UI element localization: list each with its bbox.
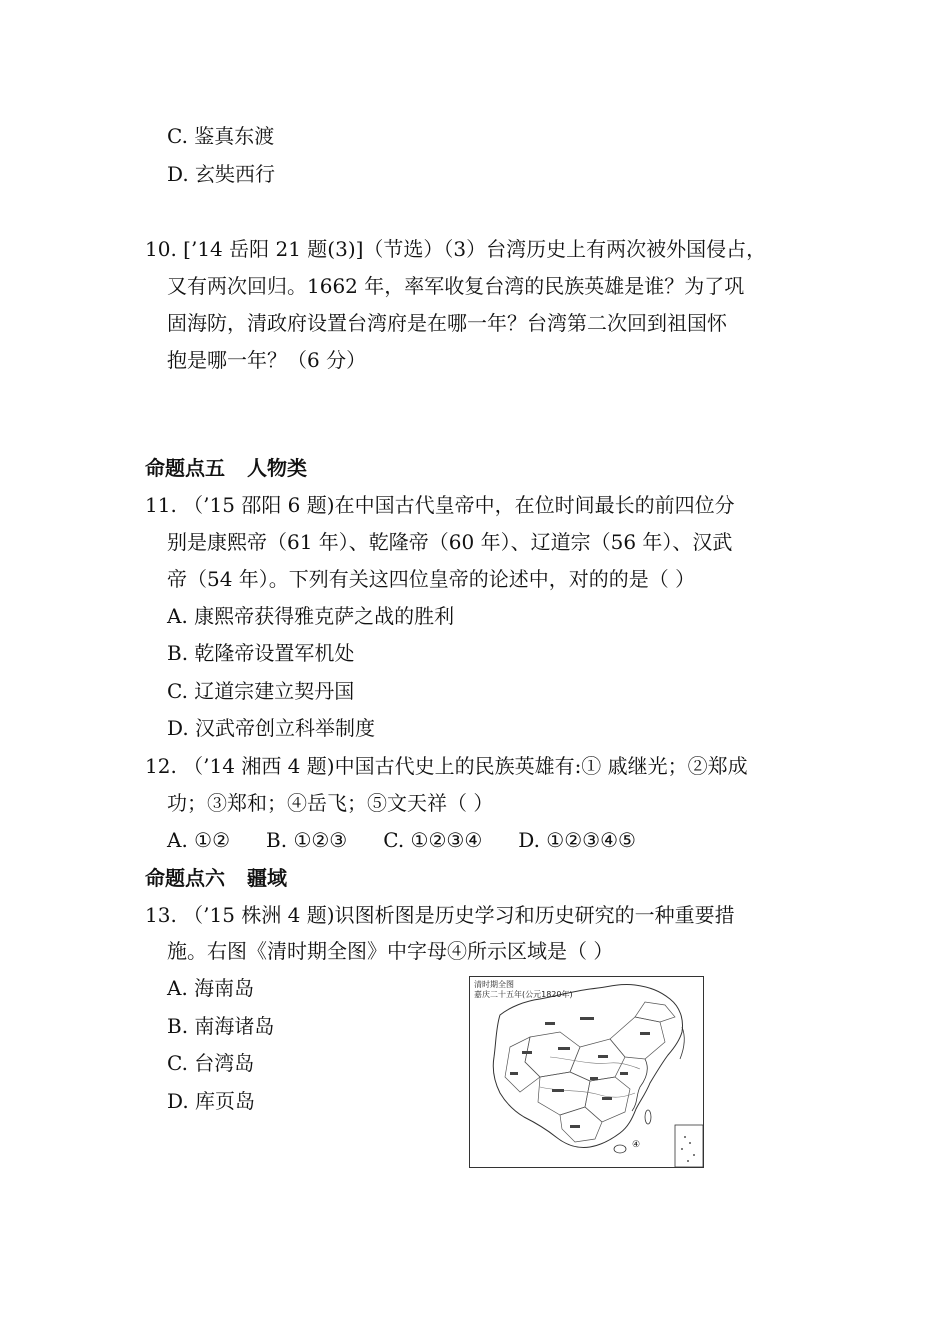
q11-text-line2: 别是康熙帝（61 年）、乾隆帝（60 年）、辽道宗（56 年）、汉武 — [167, 530, 733, 554]
section-title: 人物类 — [247, 456, 307, 480]
section-heading-6 — [145, 868, 287, 888]
map-drawing — [470, 977, 704, 1168]
map-title-line2: 嘉庆二十五年(公元1820年) — [474, 990, 573, 999]
q12-text-line1: 12. （’14 湘西 4 题)中国古代史上的民族英雄有:① 戚继光；②郑成 — [145, 754, 748, 778]
q12-options — [167, 830, 672, 850]
q9-option-c: C. 鉴真东渡 — [167, 124, 275, 148]
section-label: 命题点六 — [145, 866, 225, 890]
q13-option-b: B. 南海诸岛 — [167, 1014, 275, 1038]
q12-option-a: A. ①② — [167, 828, 231, 852]
q11-option-d: D. 汉武帝创立科举制度 — [167, 716, 376, 740]
section-heading-5 — [145, 458, 307, 478]
q11-text-line1: 11. （’15 邵阳 6 题)在中国古代皇帝中，在位时间最长的前四位分 — [145, 493, 735, 517]
section-label: 命题点五 — [145, 456, 225, 480]
q12-option-d: D. ①②③④⑤ — [518, 828, 636, 852]
q12-option-b: B. ①②③ — [266, 828, 348, 852]
q11-option-c: C. 辽道宗建立契丹国 — [167, 679, 355, 703]
q10-text-line4: 抱是哪一年？（6 分） — [167, 348, 367, 372]
map-marker-4: ④ — [632, 1140, 641, 1150]
q10-text-line3: 固海防，清政府设置台湾府是在哪一年？台湾第二次回到祖国怀 — [167, 311, 727, 335]
q9-option-d: D. 玄奘西行 — [167, 162, 276, 186]
q10-text-line1: 10. [’14 岳阳 21 题(3)]（节选）（3）台湾历史上有两次被外国侵占， — [145, 237, 767, 261]
q13-text-line1: 13. （’15 株洲 4 题)识图析图是历史学习和历史研究的一种重要措 — [145, 903, 735, 927]
section-title: 疆域 — [247, 866, 287, 890]
q13-option-c: C. 台湾岛 — [167, 1051, 255, 1075]
q13-text-line2: 施。右图《清时期全图》中字母④所示区域是（ ） — [167, 939, 614, 963]
q11-option-b: B. 乾隆帝设置军机处 — [167, 641, 355, 665]
q11-option-a: A. 康熙帝获得雅克萨之战的胜利 — [167, 604, 455, 628]
map-title — [474, 980, 573, 1000]
q10-text-line2: 又有两次回归。1662 年，率军收复台湾的民族英雄是谁？为了巩 — [167, 274, 745, 298]
qing-map-figure — [469, 976, 704, 1168]
q13-option-d: D. 库页岛 — [167, 1089, 256, 1113]
q12-text-line2: 功；③郑和；④岳飞；⑤文天祥（ ） — [167, 791, 494, 815]
map-title-line1: 清时期全图 — [474, 980, 514, 989]
q13-option-a: A. 海南岛 — [167, 976, 255, 1000]
q11-text-line3: 帝（54 年）。下列有关这四位皇帝的论述中，对的的是（ ） — [167, 567, 696, 591]
q12-option-c: C. ①②③④ — [383, 828, 483, 852]
